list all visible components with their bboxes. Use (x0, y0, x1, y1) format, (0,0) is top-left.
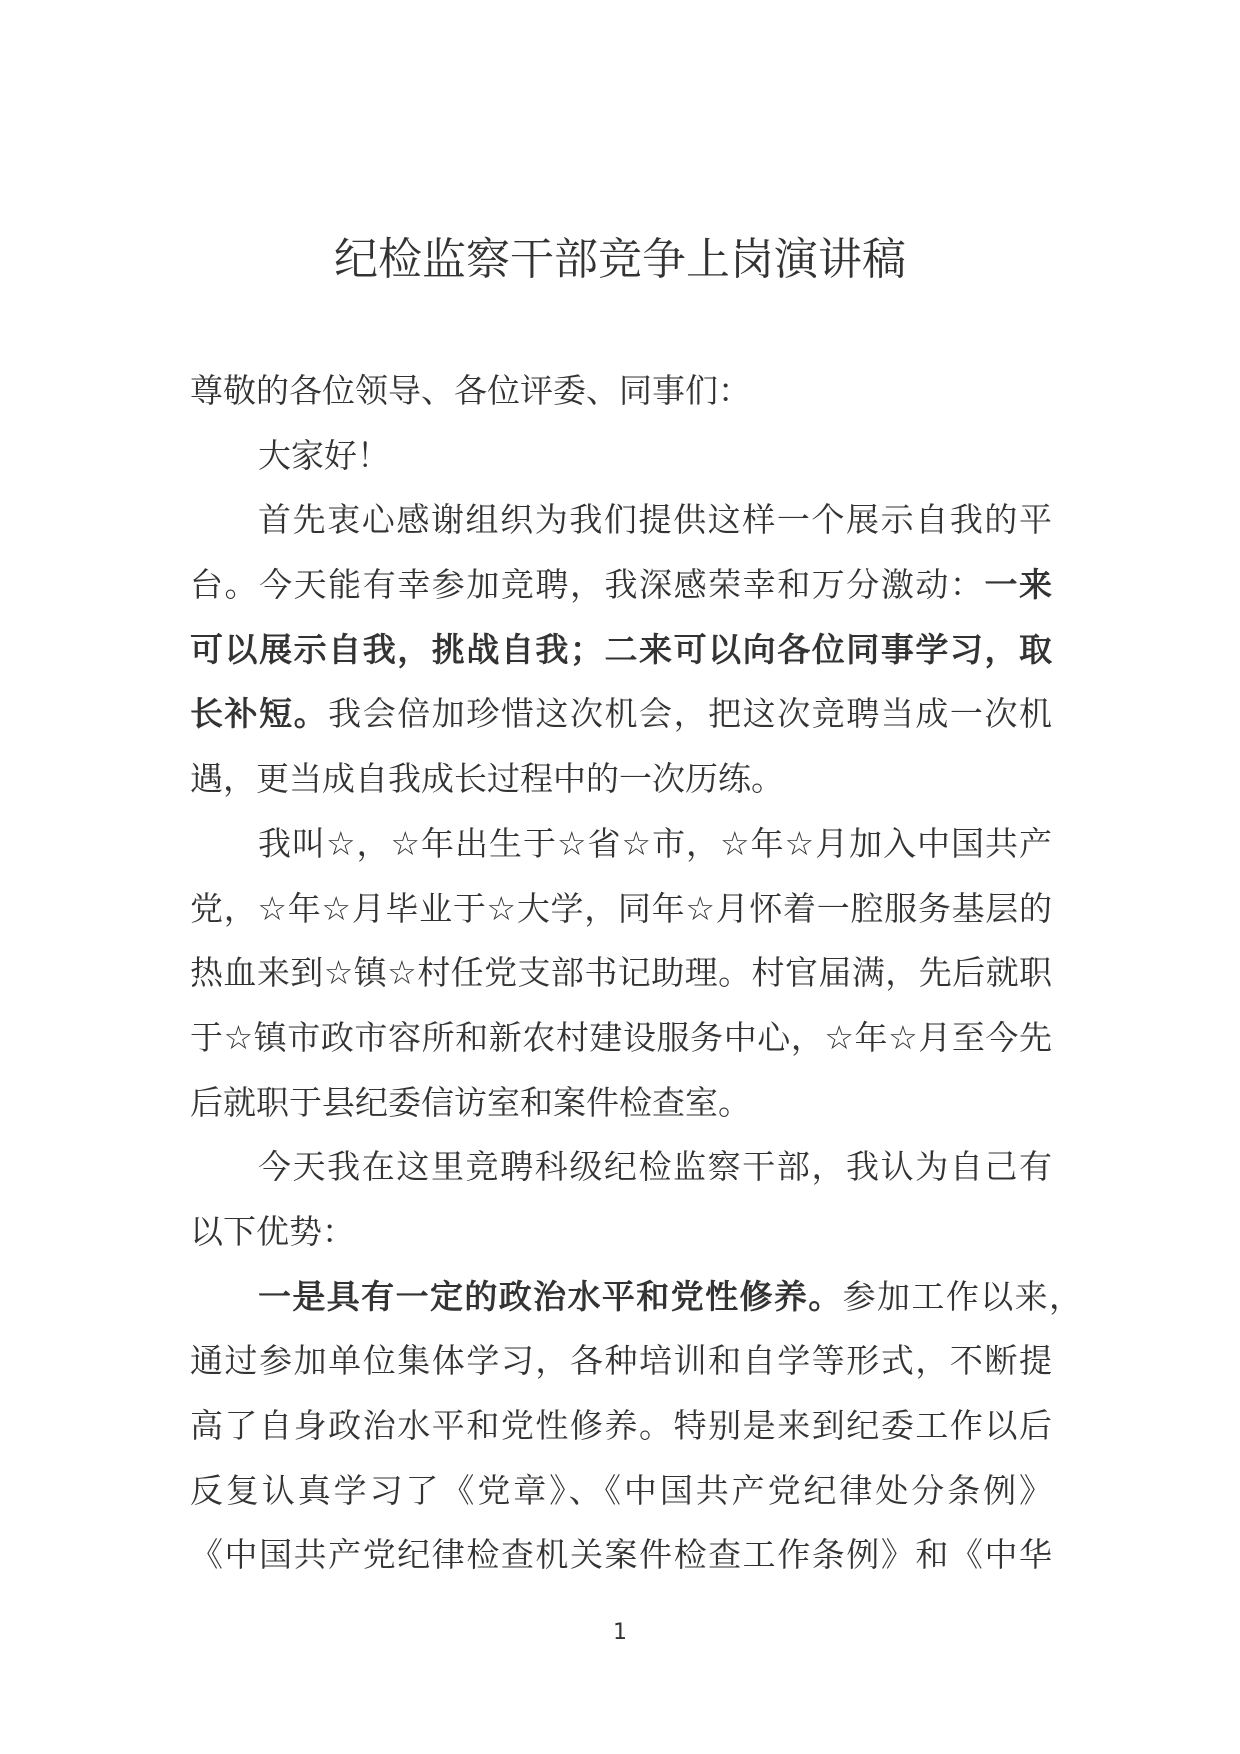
document-title: 纪检监察干部竞争上岗演讲稿 (334, 234, 906, 285)
text: 尊敬的各位领导、各位评委、同事们： (190, 371, 751, 410)
greeting-line (190, 424, 1052, 489)
document-body (190, 359, 1083, 1588)
page-number: 1 (613, 1620, 627, 1645)
text: 今天我在这里竞聘科级纪检监察干部，我认为自己有 (258, 1147, 1052, 1187)
text: 通过参加单位集体学习，各种培训和自学等形式，不断提 (190, 1341, 1052, 1381)
paragraph-line (190, 1523, 1052, 1588)
paragraph-line (190, 1200, 1052, 1265)
text: 首先衷心感谢组织为我们提供这样一个展示自我的平 (258, 500, 1052, 540)
paragraph-line (190, 488, 1052, 553)
paragraph-line (190, 1135, 1052, 1200)
paragraph-line (190, 1459, 1052, 1524)
paragraph-line (190, 941, 1052, 1006)
paragraph-line (190, 1006, 1052, 1071)
paragraph-line (190, 1071, 1052, 1136)
text: 反复认真学习了《党章》、《中国共产党纪律处分条例》 (190, 1470, 1052, 1510)
paragraph-line (190, 747, 1052, 812)
text: 遇，更当成自我成长过程中的一次历练。 (190, 759, 784, 799)
paragraph-line (190, 553, 1052, 618)
bold-text: 一是具有一定的政治水平和党性修养。 (258, 1276, 843, 1316)
paragraph-line (190, 618, 1052, 683)
paragraph-line (190, 1394, 1052, 1459)
text: 后就职于县纪委信访室和案件检查室。 (190, 1082, 751, 1122)
paragraph-line (190, 812, 1052, 877)
paragraph-line (190, 877, 1052, 942)
text: 热血来到☆镇☆村任党支部书记助理。村官届满，先后就职 (190, 953, 1052, 993)
bold-text: 可以展示自我，挑战自我；二来可以向各位同事学习，取 (190, 629, 1052, 669)
text: 台。今天能有幸参加竞聘，我深感荣幸和万分激动： (190, 565, 985, 605)
text: 我叫☆，☆年出生于☆省☆市，☆年☆月加入中国共产 (258, 823, 1052, 863)
salutation-line (190, 359, 1052, 424)
text: 我会倍加珍惜这次机会，把这次竞聘当成一次机 (328, 694, 1053, 734)
text: 参加工作以来， (842, 1276, 1083, 1316)
text: 大家好！ (258, 435, 390, 475)
paragraph-line (190, 682, 1052, 747)
text: 《中国共产党纪律检查机关案件检查工作条例》和《中华 (190, 1535, 1052, 1575)
bold-text: 一来 (984, 565, 1053, 605)
text: 党，☆年☆月毕业于☆大学，同年☆月怀着一腔服务基层的 (190, 888, 1052, 928)
text: 以下优势： (190, 1211, 355, 1251)
bold-text: 长补短。 (190, 694, 329, 734)
text: 高了自身政治水平和党性修养。特别是来到纪委工作以后 (190, 1406, 1052, 1445)
paragraph-line (190, 1329, 1052, 1394)
paragraph-line (190, 1265, 1082, 1330)
text: 于☆镇市政市容所和新农村建设服务中心，☆年☆月至今先 (190, 1017, 1052, 1057)
